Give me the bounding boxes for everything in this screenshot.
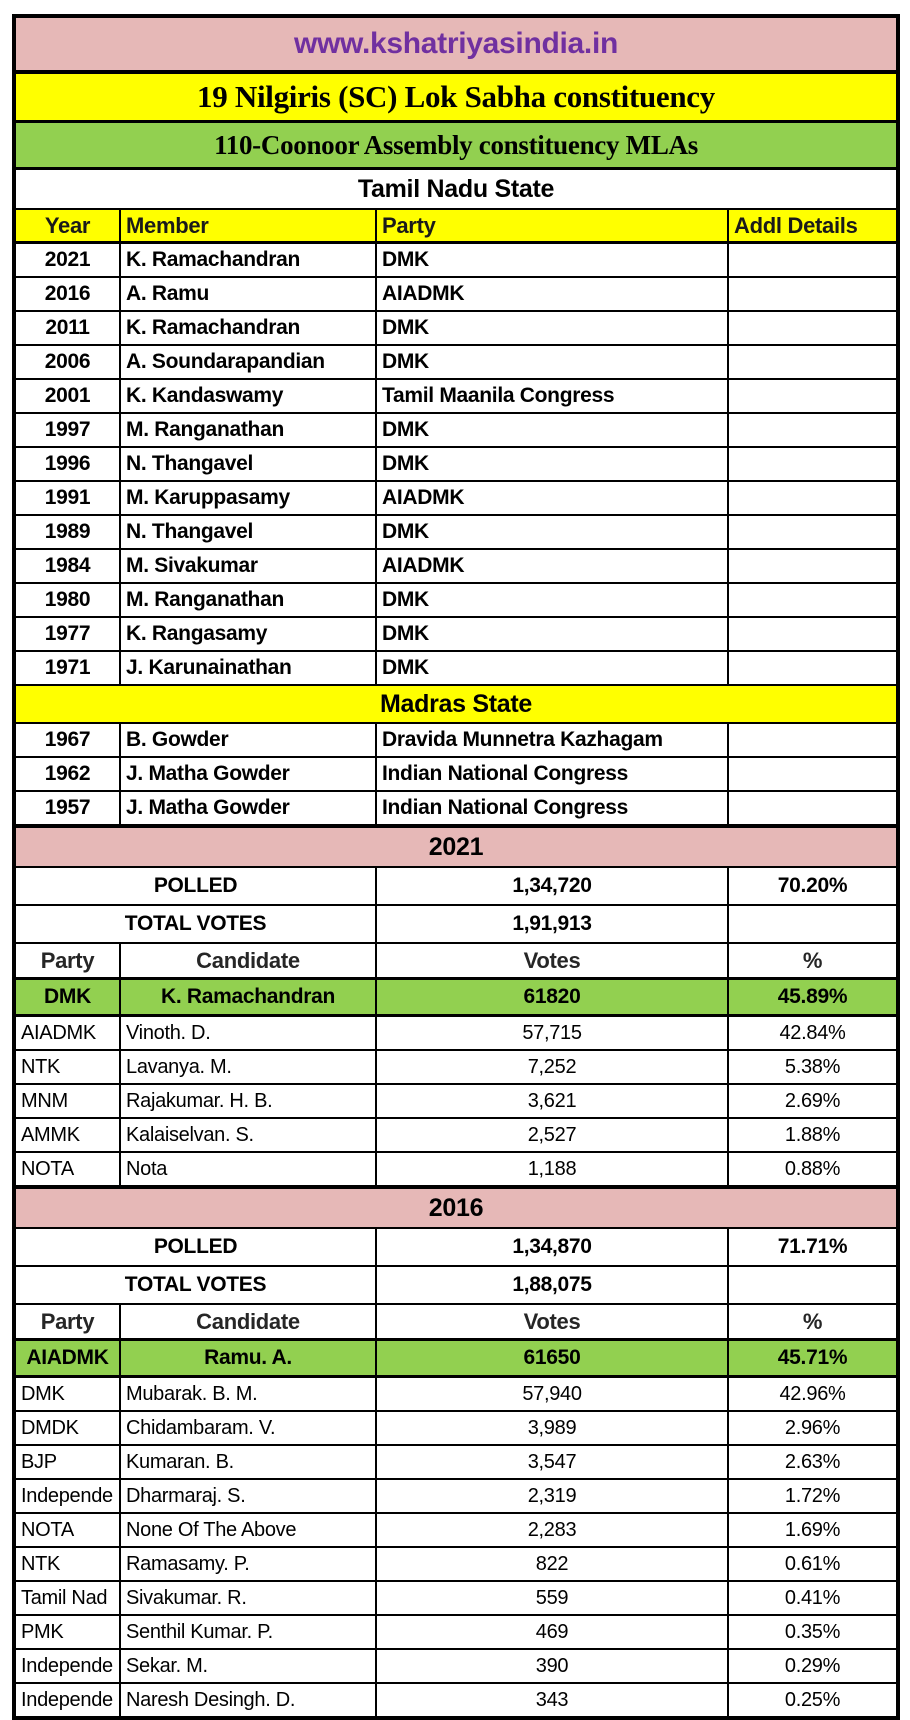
year-cell: 1962 [14,757,120,791]
candidate-column-header: Candidate [120,1304,376,1340]
party-cell: Tamil Maanila Congress [376,379,728,413]
party-cell: Indian National Congress [376,791,728,826]
result-row [14,1513,898,1547]
party-cell: Independe [14,1479,120,1513]
site-header-row [14,16,898,72]
total-votes-row [14,905,898,943]
candidate-cell: Vinoth. D. [120,1016,376,1051]
mla-row [14,791,898,826]
party-cell: DMK [376,345,728,379]
mla-row [14,651,898,685]
candidate-cell: Naresh Desingh. D. [120,1683,376,1718]
member-cell: J. Matha Gowder [120,791,376,826]
party-cell: AIADMK [376,481,728,515]
party-cell: MNM [14,1084,120,1118]
state-banner-label: Tamil Nadu State [14,169,898,210]
assembly-subtitle-row [14,122,898,169]
member-cell: M. Karuppasamy [120,481,376,515]
percent-cell: 0.88% [728,1152,898,1187]
candidate-cell: Chidambaram. V. [120,1411,376,1445]
polled-row [14,1228,898,1266]
addl-details-cell [728,549,898,583]
percent-cell: 42.84% [728,1016,898,1051]
result-row [14,1050,898,1084]
total-votes-row [14,1266,898,1304]
party-cell: NOTA [14,1513,120,1547]
party-column-header: Party [14,943,120,979]
votes-cell: 822 [376,1547,728,1581]
addl-details-cell [728,311,898,345]
candidate-cell: Rajakumar. H. B. [120,1084,376,1118]
addl-details-cell [728,757,898,791]
party-cell: DMK [376,447,728,481]
result-row [14,1547,898,1581]
percent-column-header: % [728,1304,898,1340]
votes-cell: 3,547 [376,1445,728,1479]
candidate-cell: Dharmaraj. S. [120,1479,376,1513]
mla-row [14,723,898,757]
percent-cell: 0.61% [728,1547,898,1581]
party-cell: DMK [376,311,728,345]
percent-cell: 0.29% [728,1649,898,1683]
mla-row [14,549,898,583]
year-cell: 2006 [14,345,120,379]
member-cell: M. Ranganathan [120,583,376,617]
year-cell: 1980 [14,583,120,617]
site-url-text: www.kshatriyasindia.in [14,16,898,72]
result-row [14,1152,898,1187]
addl-details-cell [728,345,898,379]
election-year-label: 2016 [14,1187,898,1228]
addl-details-cell [728,379,898,413]
polled-row [14,867,898,905]
party-cell: DMK [376,651,728,685]
percent-cell: 0.25% [728,1683,898,1718]
votes-column-header: Votes [376,943,728,979]
result-row [14,1683,898,1718]
party-cell: NOTA [14,1152,120,1187]
polled-label: POLLED [14,1228,376,1266]
addl-details-cell [728,583,898,617]
year-cell: 1971 [14,651,120,685]
member-cell: K. Ramachandran [120,243,376,278]
year-cell: 1996 [14,447,120,481]
year-cell: 1989 [14,515,120,549]
party-cell: DMDK [14,1411,120,1445]
polled-votes-cell: 1,34,720 [376,867,728,905]
total-votes-label: TOTAL VOTES [14,1266,376,1304]
percent-cell: 1.69% [728,1513,898,1547]
addl-details-cell [728,651,898,685]
year-cell: 1967 [14,723,120,757]
votes-cell: 2,283 [376,1513,728,1547]
party-cell: AIADMK [376,549,728,583]
year-column-header: Year [14,209,120,243]
candidate-cell: Lavanya. M. [120,1050,376,1084]
result-row [14,1445,898,1479]
year-cell: 1977 [14,617,120,651]
member-cell: A. Soundarapandian [120,345,376,379]
member-cell: J. Matha Gowder [120,757,376,791]
total-votes-percent-cell [728,905,898,943]
mla-row [14,243,898,278]
addl-details-column-header: Addl Details [728,209,898,243]
addl-details-cell [728,723,898,757]
polled-votes-cell: 1,34,870 [376,1228,728,1266]
party-cell: Dravida Munnetra Kazhagam [376,723,728,757]
party-cell: Independe [14,1683,120,1718]
percent-cell: 5.38% [728,1050,898,1084]
party-cell: AIADMK [376,277,728,311]
candidate-cell: Sivakumar. R. [120,1581,376,1615]
winner-votes-cell: 61650 [376,1340,728,1377]
mla-row [14,481,898,515]
mla-row [14,757,898,791]
percent-cell: 2.69% [728,1084,898,1118]
mla-row [14,617,898,651]
state-banner-row [14,169,898,210]
candidate-column-header: Candidate [120,943,376,979]
addl-details-cell [728,617,898,651]
polled-percent-cell: 71.71% [728,1228,898,1266]
percent-column-header: % [728,943,898,979]
votes-cell: 3,621 [376,1084,728,1118]
votes-cell: 390 [376,1649,728,1683]
constituency-table [12,14,900,1720]
winner-candidate-cell: Ramu. A. [120,1340,376,1377]
election-year-banner-row [14,1187,898,1228]
result-row [14,1377,898,1412]
mla-row [14,345,898,379]
member-cell: B. Gowder [120,723,376,757]
votes-cell: 57,940 [376,1377,728,1412]
mla-row [14,447,898,481]
election-year-label: 2021 [14,826,898,867]
party-cell: Indian National Congress [376,757,728,791]
addl-details-cell [728,243,898,278]
votes-column-header: Votes [376,1304,728,1340]
result-row [14,1581,898,1615]
votes-cell: 2,527 [376,1118,728,1152]
votes-cell: 57,715 [376,1016,728,1051]
party-cell: DMK [376,583,728,617]
party-cell: DMK [376,515,728,549]
percent-cell: 42.96% [728,1377,898,1412]
addl-details-cell [728,277,898,311]
percent-cell: 2.63% [728,1445,898,1479]
party-cell: AIADMK [14,1016,120,1051]
party-cell: DMK [14,1377,120,1412]
mla-row [14,311,898,345]
result-row [14,1649,898,1683]
year-cell: 1957 [14,791,120,826]
winner-row [14,979,898,1016]
year-cell: 2011 [14,311,120,345]
votes-cell: 2,319 [376,1479,728,1513]
winner-percent-cell: 45.89% [728,979,898,1016]
member-cell: N. Thangavel [120,515,376,549]
year-cell: 2021 [14,243,120,278]
member-cell: A. Ramu [120,277,376,311]
percent-cell: 2.96% [728,1411,898,1445]
party-cell: DMK [376,243,728,278]
candidate-cell: Nota [120,1152,376,1187]
party-cell: Tamil Nad [14,1581,120,1615]
member-cell: K. Rangasamy [120,617,376,651]
candidate-cell: Kumaran. B. [120,1445,376,1479]
page-subtitle: 110-Coonoor Assembly constituency MLAs [14,122,898,169]
mla-row [14,413,898,447]
member-cell: K. Kandaswamy [120,379,376,413]
mla-columns-header-row [14,209,898,243]
member-cell: J. Karunainathan [120,651,376,685]
party-cell: NTK [14,1547,120,1581]
polled-percent-cell: 70.20% [728,867,898,905]
votes-cell: 343 [376,1683,728,1718]
mla-row [14,583,898,617]
winner-party-cell: AIADMK [14,1340,120,1377]
year-cell: 1997 [14,413,120,447]
year-cell: 1991 [14,481,120,515]
percent-cell: 1.88% [728,1118,898,1152]
party-cell: DMK [376,617,728,651]
state-banner-label: Madras State [14,685,898,723]
result-row [14,1411,898,1445]
votes-cell: 1,188 [376,1152,728,1187]
addl-details-cell [728,515,898,549]
candidate-cell: Ramasamy. P. [120,1547,376,1581]
addl-details-cell [728,791,898,826]
result-columns-header-row [14,1304,898,1340]
party-column-header: Party [376,209,728,243]
year-cell: 2016 [14,277,120,311]
percent-cell: 0.41% [728,1581,898,1615]
result-columns-header-row [14,943,898,979]
total-votes-percent-cell [728,1266,898,1304]
total-votes-label: TOTAL VOTES [14,905,376,943]
party-cell: NTK [14,1050,120,1084]
winner-percent-cell: 45.71% [728,1340,898,1377]
addl-details-cell [728,413,898,447]
percent-cell: 1.72% [728,1479,898,1513]
member-cell: M. Ranganathan [120,413,376,447]
member-column-header: Member [120,209,376,243]
result-row [14,1084,898,1118]
year-cell: 1984 [14,549,120,583]
result-row [14,1479,898,1513]
total-votes-cell: 1,91,913 [376,905,728,943]
result-row [14,1118,898,1152]
mla-row [14,515,898,549]
polled-label: POLLED [14,867,376,905]
party-cell: AMMK [14,1118,120,1152]
result-row [14,1615,898,1649]
winner-row [14,1340,898,1377]
year-cell: 2001 [14,379,120,413]
votes-cell: 3,989 [376,1411,728,1445]
candidate-cell: Senthil Kumar. P. [120,1615,376,1649]
party-column-header: Party [14,1304,120,1340]
member-cell: N. Thangavel [120,447,376,481]
winner-votes-cell: 61820 [376,979,728,1016]
candidate-cell: Sekar. M. [120,1649,376,1683]
votes-cell: 469 [376,1615,728,1649]
winner-candidate-cell: K. Ramachandran [120,979,376,1016]
total-votes-cell: 1,88,075 [376,1266,728,1304]
candidate-cell: Kalaiselvan. S. [120,1118,376,1152]
party-cell: DMK [376,413,728,447]
member-cell: K. Ramachandran [120,311,376,345]
constituency-title-row [14,72,898,122]
winner-party-cell: DMK [14,979,120,1016]
candidate-cell: Mubarak. B. M. [120,1377,376,1412]
result-row [14,1016,898,1051]
state-banner-row [14,685,898,723]
party-cell: BJP [14,1445,120,1479]
candidate-cell: None Of The Above [120,1513,376,1547]
votes-cell: 559 [376,1581,728,1615]
election-year-banner-row [14,826,898,867]
party-cell: PMK [14,1615,120,1649]
percent-cell: 0.35% [728,1615,898,1649]
addl-details-cell [728,447,898,481]
addl-details-cell [728,481,898,515]
member-cell: M. Sivakumar [120,549,376,583]
mla-row [14,379,898,413]
mla-row [14,277,898,311]
votes-cell: 7,252 [376,1050,728,1084]
party-cell: Independe [14,1649,120,1683]
page-title: 19 Nilgiris (SC) Lok Sabha constituency [14,72,898,122]
